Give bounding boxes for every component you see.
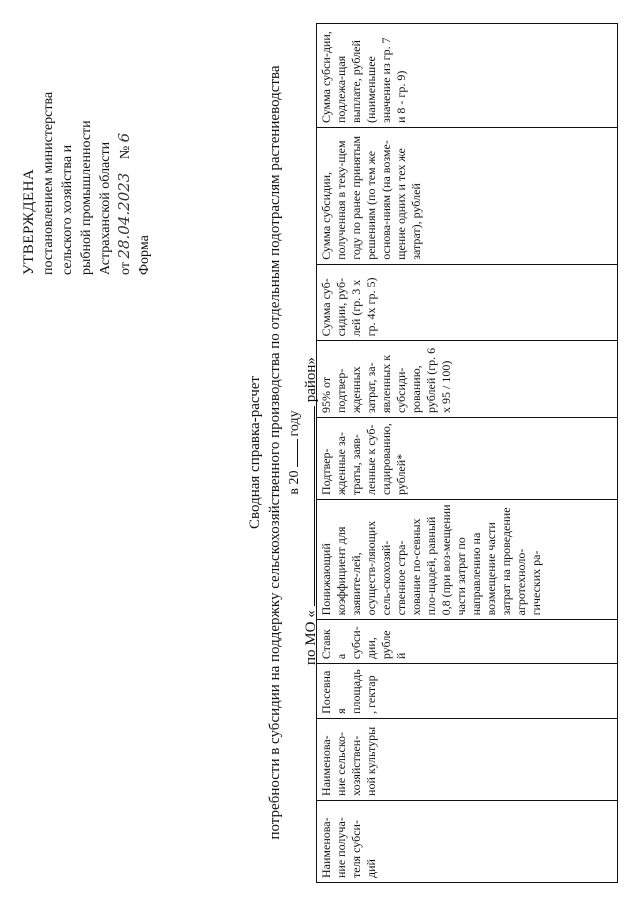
approval-line-2: сельского хозяйства и <box>60 144 75 275</box>
approval-line-4: Астраханской области <box>98 141 113 275</box>
column-header: Наименова-ние получа-теля субси-дий <box>317 800 618 882</box>
region-suffix: район» <box>303 357 319 403</box>
approval-title: УТВЕРЖДЕНА <box>21 168 37 275</box>
year-prefix: в 20 <box>287 470 302 495</box>
column-header: Наименова-ние сельско-хозяйствен-ной культуры <box>317 718 618 800</box>
approval-line-3: рыбной промышленности <box>79 120 94 275</box>
number-prefix: № <box>118 145 133 160</box>
region-prefix: по МО « <box>303 610 319 665</box>
year-blank <box>297 440 298 468</box>
handwritten-number: 6 <box>115 132 133 143</box>
region-blank <box>314 406 315 606</box>
handwritten-date: 28.04.2023 <box>115 172 133 259</box>
column-header: Ставка субси-дии, рублей <box>317 620 618 664</box>
year-suffix: году <box>287 410 302 437</box>
document-subtitle: потребности в субсидии на поддержку сельскохозяйственного производства по отдельным подотраслям растениеводства <box>267 65 283 840</box>
column-header: Сумма суб-сидии, руб-лей (гр. 3 x гр. 4x гр. 5) <box>317 264 618 341</box>
date-prefix: от <box>118 262 133 275</box>
column-header: Понижающий коэффициент для заявите-лей, осуществ-ляющих сель-скохозяй-ственное стра-хование по-севных пло-щадей, равный 0,8 (при воз-мещении части затрат по направлению на возмещение части затрат на проведение агротехноло-гических ра- <box>317 500 618 620</box>
calculation-table <box>316 23 618 883</box>
year-line <box>287 0 303 905</box>
column-header: Подтвер-жденные за-траты, заяв-ленные к суб-сидированию, рублей* <box>317 417 618 499</box>
column-header: Посевная площадь, гектар <box>317 664 618 719</box>
column-header: 95% от подтвер-жденных затрат, за-явленных к субсиди-рованию, рублей (гр. 6 x 95 / 100) <box>317 341 618 418</box>
form-label: Форма <box>137 235 152 275</box>
table-header-row <box>317 24 618 883</box>
approval-stamp <box>20 25 154 275</box>
document-title: Сводная справка-расчет <box>247 376 263 529</box>
approval-line-1: постановлением министерства <box>41 91 56 275</box>
approval-date-line <box>115 25 135 275</box>
column-header: Сумма субсидии, полученная в теку-щем году по ранее принятым решениям (по тем же основа-ниям (на возме-щение одних и тех же затрат), рублей <box>317 128 618 265</box>
column-header: Сумма субси-дии, подлежа-щая выплате, рублей (наименьшее значение из гр. 7 и 8 - гр. 9) <box>317 24 618 128</box>
